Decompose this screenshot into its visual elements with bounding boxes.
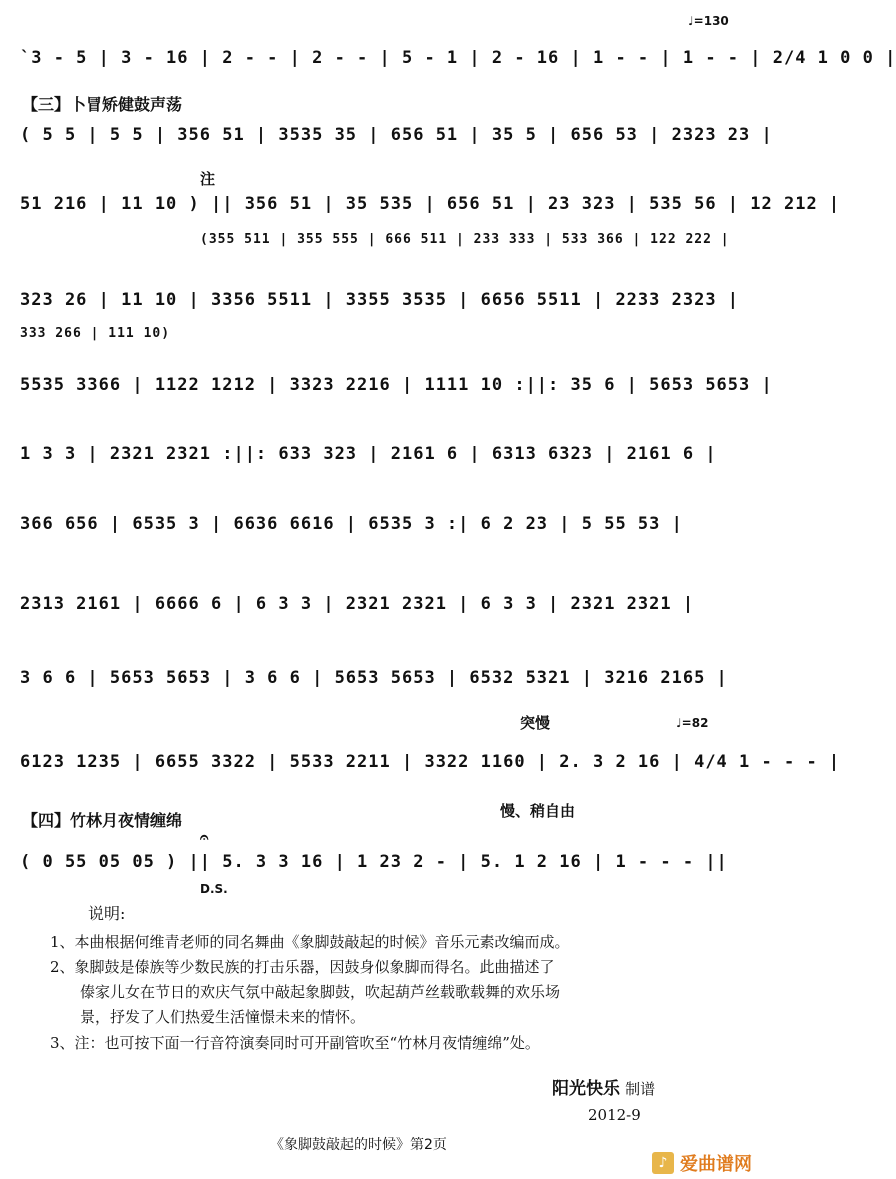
notes-item-2-cont-1: 傣家儿女在节日的欢庆气氛中敲起象脚鼓，吹起葫芦丝载歌载舞的欢乐场 xyxy=(80,983,561,1001)
score-row-2: ( 5 5 | 5 5 | 356 51 | 3535 35 | 656 51 | 35 5 | 656 53 | 2323 23 | xyxy=(20,125,773,145)
credits xyxy=(552,1074,655,1101)
notes-item-1: 1、本曲根据何维青老师的同名舞曲《象脚鼓敲起的时候》音乐元素改编而成。 xyxy=(50,933,570,951)
notes-item-2: 2、象脚鼓是傣族等少数民族的打击乐器，因鼓身似象脚而得名。此曲描述了 xyxy=(50,958,555,976)
tempo-sudden-slow: 突慢 xyxy=(520,714,551,732)
score-row-4-alt: 333 266 | 111 10) xyxy=(20,326,171,341)
section-3-title: 【三】卜冒矫健鼓声荡 xyxy=(22,95,183,114)
score-row-6: 1 3 3 | 2321 2321 :||: 633 323 | 2161 6 | 6313 6323 | 2161 6 | xyxy=(20,444,717,464)
tempo-82: ♩=82 xyxy=(676,716,709,730)
fermata-mark: 𝄐 xyxy=(200,828,209,846)
page-footer-title: 《象脚鼓敲起的时候》第2页 xyxy=(270,1137,447,1153)
site-watermark[interactable] xyxy=(652,1150,752,1176)
score-row-5: 5535 3366 | 1122 1212 | 3323 2216 | 1111 10 :||: 35 6 | 5653 5653 | xyxy=(20,375,773,395)
arrangement-date: 2012-9 xyxy=(588,1106,641,1124)
notes-heading: 说明: xyxy=(88,904,126,923)
score-row-3-alt: (355 511 | 355 555 | 666 511 | 233 333 | 533 366 | 122 222 | xyxy=(200,232,730,247)
tempo-130: ♩=130 xyxy=(688,14,729,28)
score-row-7: 366 656 | 6535 3 | 6636 6616 | 6535 3 :| 6 2 23 | 5 55 53 | xyxy=(20,514,683,534)
score-row-9: 3 6 6 | 5653 5653 | 3 6 6 | 5653 5653 | 6532 5321 | 3216 2165 | xyxy=(20,668,728,688)
arranger-signature: 阳光快乐 xyxy=(552,1079,620,1099)
arranger-suffix: 制谱 xyxy=(625,1080,656,1098)
dal-segno-mark: D.S. xyxy=(200,882,228,896)
watermark-text: 爱曲谱网 xyxy=(680,1154,752,1175)
section-4-title: 【四】竹林月夜情缠绵 xyxy=(22,811,183,830)
notes-item-2-cont-2: 景，抒发了人们热爱生活憧憬未来的情怀。 xyxy=(80,1008,366,1026)
score-row-3: 51 216 | 11 10 ) || 356 51 | 35 535 | 656 51 | 23 323 | 535 56 | 12 212 | xyxy=(20,194,841,214)
notes-item-3: 3、注：也可按下面一行音符演奏同时可开副管吹至“竹林月夜情缠绵”处。 xyxy=(50,1034,540,1052)
score-row-11: ( 0 55 05 05 ) || 5. 3 3 16 | 1 23 2 - | 5. 1 2 16 | 1 - - - || xyxy=(20,852,728,872)
tempo-slow-rubato: 慢、稍自由 xyxy=(500,802,576,820)
note-marker-zhu: 注 xyxy=(200,170,216,188)
score-row-4: 323 26 | 11 10 | 3356 5511 | 3355 3535 | 6656 5511 | 2233 2323 | xyxy=(20,290,740,310)
score-row-8: 2313 2161 | 6666 6 | 6 3 3 | 2321 2321 | 6 3 3 | 2321 2321 | xyxy=(20,594,695,614)
score-row-1: `3 - 5 | 3 - 16 | 2 - - | 2 - - | 5 - 1 | 2 - 16 | 1 - - | 1 - - | 2/4 1 0 0 | xyxy=(20,48,896,68)
music-note-icon: ♪ xyxy=(652,1152,674,1174)
score-row-10: 6123 1235 | 6655 3322 | 5533 2211 | 3322 1160 | 2. 3 2 16 | 4/4 1 - - - | xyxy=(20,752,841,772)
